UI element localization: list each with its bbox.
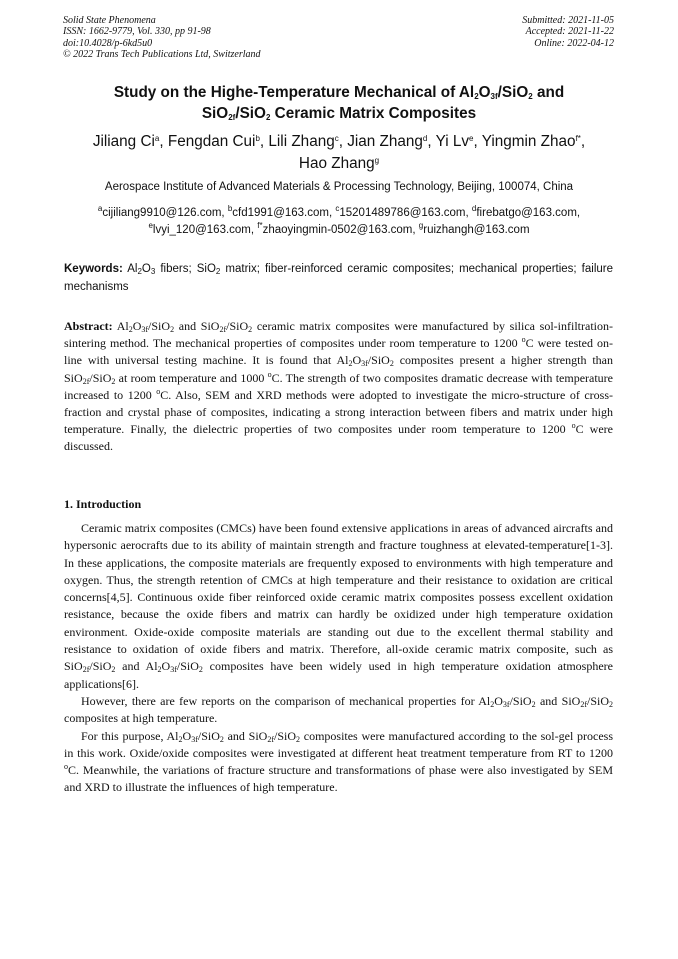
journal-issn: ISSN: 1662-9779, Vol. 330, pp 91-98 — [63, 26, 211, 38]
email[interactable]: $^b$cfd1991@163.com — [227, 204, 329, 219]
email[interactable]: $^a$cijiliang9910@126.com — [97, 204, 222, 219]
author: Fengdan Cui$^b$ — [167, 133, 260, 150]
author: Yi Lv$^e$ — [435, 133, 474, 150]
email[interactable]: $^{f*}$zhaoyingmin-0502@163.com — [257, 221, 413, 237]
abstract: Abstract: $Al_2O_{3f}/SiO_2$ and SiO$_{2f}$/SiO$_2$ ceramic matrix composites were manufactured by silica sol-infiltration-sintering method. The mechanical properties of composites under room temperature to 1200 $^o$C were tested on-line with universal testing machine. It is found that $Al_2O_{3f}/SiO_2$ composites present a higher strength than SiO$_{2f}$/SiO$_2$ at room temperature and 1000 $^o$C. The strength of two composites dramatic decrease with temperature increased to 1200 $^o$C. Also, SEM and XRD methods were adopted to investigate the micro-structure of cross-fraction and crystal phase of composites, indicating a strong interaction between fibers and matrix under high temperature. Finally, the dielectric properties of two composites under room temperature to 1200 $^o$C were discussed. — [64, 319, 614, 454]
journal-copyright: © 2022 Trans Tech Publications Ltd, Switzerland — [63, 48, 261, 60]
keywords: Keywords: $Al_2O_3$ fibers; SiO$_2$ matrix; fiber-reinforced ceramic composites; mechanical properties; failure mechanisms — [64, 263, 613, 293]
email[interactable]: $^c$15201489786@163.com — [335, 204, 466, 219]
introduction-body — [64, 520, 613, 797]
author-list: Jiliang Ci$^a$, Fengdan Cui$^b$, Lili Zhang$^c$, Jian Zhang$^d$, Yi Lv$^e$, Yingmin Zhao$^{f*}$, Hao Zhang$^g$ — [92, 133, 586, 172]
author: Jian Zhang$^d$ — [347, 133, 428, 150]
affiliation: Aerospace Institute of Advanced Materials & Processing Technology, Beijing, 100074, China — [104, 181, 574, 193]
paragraph: Ceramic matrix composites (CMCs) have been found extensive applications in areas of advanced aircrafts and hypersonic aerocrafts due to its ability of maintain strength and fracture toughness at elevated-temperature[1-3]. In these applications, the composite materials are frequently exposed to environments with high temperature and oxygen. Thus, the strength retention of CMCs at high temperature and their resistance to oxidation are critical concerns[4,5]. Continuous oxide fiber reinforced oxide ceramic matrix composites possess excellent oxidation resistance, because the oxide fibers and matrix can hardly be oxidized under high temperature oxidation environment. Oxide-oxide composite materials are standing out due to the excellent thermal stability and resistance to oxidation of oxide fibers and matrix. Therefore, all-oxide ceramic matrix composite, such as SiO$_{2f}$/SiO$_2$ and $Al_2O_{3f}/SiO_2$ composites have been widely used in high temperature oxidation atmosphere applications[6]. — [64, 521, 613, 691]
paragraph: For this purpose, $Al_2O_{3f}/SiO_2$ and SiO$_{2f}$/SiO$_2$ composites were manufactured according to the sol-gel process in this work. Oxide/oxide composites were investigated at different heat treatment temperature from RT to 1200 $^o$C. Meanwhile, the variations of fracture structure and transformations of phase were also investigated by SEM and XRD to illustrate the influences of high temperature. — [64, 728, 614, 795]
paper-title: Study on the Highe-Temperature Mechanical of $Al_2O_{3f}/SiO_2$ and SiO$_{2f}$/SiO$_2$ Ceramic Matrix Composites — [113, 84, 565, 122]
accepted-date: Accepted: 2021-11-22 — [525, 26, 614, 38]
journal-name: Solid State Phenomena — [63, 15, 156, 26]
paragraph: However, there are few reports on the comparison of mechanical properties for $Al_2O_{3f}/SiO_2$ and SiO$_{2f}$/SiO$_2$ composites at high temperature. — [64, 693, 613, 726]
author: Yingmin Zhao$^{f*}$ — [481, 133, 581, 150]
keywords-label: Keywords: — [64, 263, 123, 275]
author: Lili Zhang$^c$ — [268, 133, 339, 150]
email[interactable]: $^e$lvyi_120@163.com — [148, 221, 251, 237]
author: Jiliang Ci$^a$ — [92, 133, 160, 150]
journal-info — [63, 15, 261, 60]
journal-doi: doi:10.4028/p-6kd5u0 — [63, 37, 153, 49]
author: Hao Zhang$^g$ — [298, 155, 380, 172]
submitted-date: Submitted: 2021-11-05 — [522, 15, 614, 26]
email-list: $^a$cijiliang9910@126.com, $^b$cfd1991@163.com, $^c$15201489786@163.com, $^d$firebatgo@163.com, $^e$lvyi_120@163.com, $^{f*}$zhaoyingmin-0502@163.com, $^g$ruizhangh@163.com — [97, 204, 581, 237]
online-date: Online: 2022-04-12 — [534, 37, 614, 49]
introduction-heading: 1. Introduction — [64, 497, 142, 511]
email[interactable]: $^d$firebatgo@163.com — [471, 204, 577, 219]
submission-dates — [522, 15, 614, 49]
abstract-label: Abstract: — [64, 319, 113, 333]
email[interactable]: $^g$ruizhangh@163.com — [418, 221, 530, 237]
